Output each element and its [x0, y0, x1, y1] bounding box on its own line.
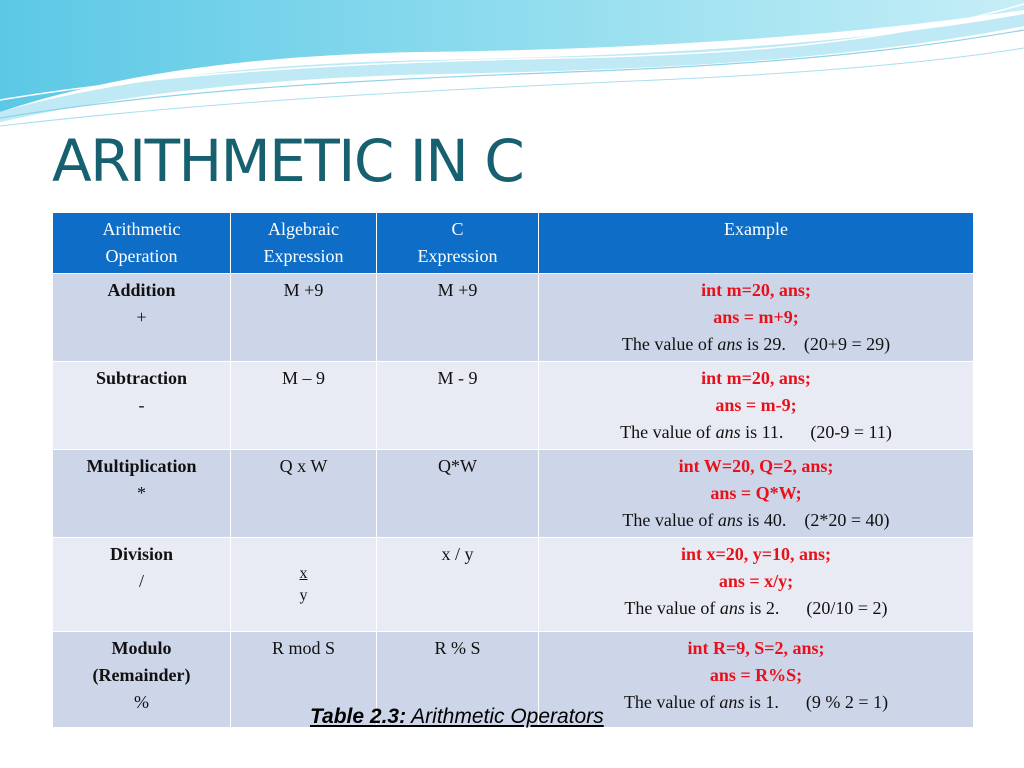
- result-line: [543, 507, 969, 534]
- example-cell: [539, 362, 974, 450]
- c-expression-cell: R % S: [377, 632, 539, 728]
- c-expression-cell: x / y: [377, 538, 539, 632]
- result-line: [543, 595, 969, 622]
- table-row: [53, 274, 974, 362]
- operation-cell: [53, 274, 231, 362]
- operation-name: Addition: [107, 280, 176, 300]
- code-line: int m=20, ans;: [701, 368, 811, 388]
- result-line: [543, 331, 969, 358]
- algebraic-expression-cell: M +9: [231, 274, 377, 362]
- algebraic-expression-cell: M – 9: [231, 362, 377, 450]
- result-prefix: The value of: [621, 334, 718, 354]
- result-suffix: is 1. (9 % 2 = 1): [744, 692, 889, 712]
- code-line: int m=20, ans;: [701, 280, 811, 300]
- code-line: int x=20, y=10, ans;: [680, 544, 832, 564]
- fraction-numerator: x: [299, 565, 308, 582]
- operation-cell: [53, 538, 231, 632]
- result-suffix: is 40. (2*20 = 40): [742, 510, 890, 530]
- code-line: ans = m-9;: [715, 395, 797, 415]
- code-line: int R=9, S=2, ans;: [687, 638, 825, 658]
- code-line: ans = x/y;: [718, 571, 794, 591]
- header-example-text: Example: [724, 219, 788, 239]
- c-expression-cell: M - 9: [377, 362, 539, 450]
- header-arithmetic-operation: [53, 213, 231, 274]
- algebraic-expression-cell: Q x W: [231, 450, 377, 538]
- c-expression-cell: M +9: [377, 274, 539, 362]
- header-example: [539, 213, 974, 274]
- result-suffix: is 11. (20-9 = 11): [740, 422, 892, 442]
- table-row: [53, 538, 974, 632]
- example-cell: [539, 450, 974, 538]
- header-c-expression: [377, 213, 539, 274]
- operation-name: Modulo: [111, 638, 172, 658]
- result-prefix: The value of: [622, 510, 718, 530]
- header-c-expression-text: C Expression: [417, 219, 498, 266]
- result-variable: ans: [719, 692, 745, 712]
- operation-symbol: *: [137, 483, 146, 503]
- operation-name: Subtraction: [95, 368, 187, 388]
- c-expression-cell: Q*W: [377, 450, 539, 538]
- table-header-row: [53, 213, 974, 274]
- operation-name: Multiplication: [86, 456, 197, 476]
- result-line: [543, 419, 969, 446]
- code-line: ans = R%S;: [709, 665, 803, 685]
- result-variable: ans: [719, 598, 745, 618]
- result-variable: ans: [715, 422, 741, 442]
- result-prefix: The value of: [620, 422, 716, 442]
- result-prefix: The value of: [624, 598, 720, 618]
- caption-label: Table 2.3:: [310, 705, 407, 728]
- result-line: [543, 689, 969, 716]
- code-line: ans = m+9;: [713, 307, 799, 327]
- fraction: [300, 563, 308, 607]
- operation-symbol: -: [138, 395, 145, 415]
- page-title: ARITHMETIC IN C: [52, 127, 524, 195]
- example-cell: [539, 538, 974, 632]
- result-variable: ans: [717, 510, 743, 530]
- operation-symbol: %: [134, 692, 149, 712]
- operation-symbol: +: [136, 307, 147, 327]
- table-row: [53, 450, 974, 538]
- fraction-denominator: y: [299, 587, 308, 604]
- result-prefix: The value of: [623, 692, 720, 712]
- table-caption: [310, 705, 604, 729]
- operation-cell: [53, 362, 231, 450]
- header-arithmetic-operation-text: Arithmetic Operation: [102, 219, 181, 266]
- caption-text: Arithmetic Operators: [406, 705, 604, 728]
- code-line: int W=20, Q=2, ans;: [678, 456, 834, 476]
- operation-cell: [53, 632, 231, 728]
- wave-banner: [0, 0, 1024, 130]
- result-suffix: is 2. (20/10 = 2): [744, 598, 888, 618]
- result-variable: ans: [717, 334, 743, 354]
- table-row: [53, 362, 974, 450]
- header-algebraic-expression: [231, 213, 377, 274]
- example-cell: [539, 274, 974, 362]
- operation-name: Division: [109, 544, 174, 564]
- operation-cell: [53, 450, 231, 538]
- operation-name-2: (Remainder): [92, 665, 191, 685]
- code-line: ans = Q*W;: [710, 483, 802, 503]
- algebraic-expression-cell: [231, 538, 377, 632]
- algebraic-expression-cell: R mod S: [231, 632, 377, 728]
- header-algebraic-expression-text: Algebraic Expression: [263, 219, 344, 266]
- arithmetic-operators-table: [52, 212, 974, 728]
- result-suffix: is 29. (20+9 = 29): [742, 334, 891, 354]
- operation-symbol: /: [138, 571, 144, 591]
